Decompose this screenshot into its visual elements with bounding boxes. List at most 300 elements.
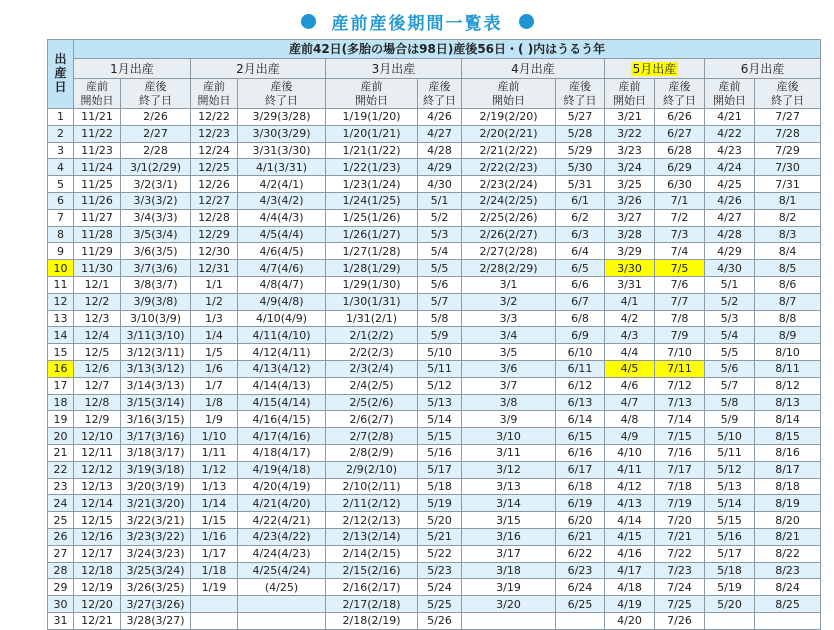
date-cell: 1/7 bbox=[191, 377, 238, 394]
date-cell: 6/17 bbox=[556, 461, 605, 478]
date-cell: 3/12 bbox=[462, 461, 556, 478]
bullet-dot-right-icon bbox=[519, 14, 534, 29]
date-cell: 5/13 bbox=[418, 394, 462, 411]
date-cell: 2/22(2/23) bbox=[462, 159, 556, 176]
date-cell: 7/19 bbox=[655, 495, 705, 512]
date-cell: 4/10(4/9) bbox=[238, 310, 326, 327]
date-cell: 12/16 bbox=[74, 528, 121, 545]
date-cell: 4/22 bbox=[705, 125, 755, 142]
date-cell: 3/28(3/27) bbox=[121, 612, 191, 629]
date-cell: 6/26 bbox=[655, 109, 705, 126]
date-cell: 3/15(3/14) bbox=[121, 394, 191, 411]
date-cell: 1/30(1/31) bbox=[326, 293, 418, 310]
date-cell: 1/22(1/23) bbox=[326, 159, 418, 176]
table-row bbox=[48, 209, 821, 226]
date-cell: 5/3 bbox=[418, 226, 462, 243]
birth-day-cell: 31 bbox=[48, 612, 74, 629]
date-cell: 3/25 bbox=[605, 176, 655, 193]
date-cell: 7/27 bbox=[755, 109, 821, 126]
date-cell: 11/21 bbox=[74, 109, 121, 126]
date-cell: 2/11(2/12) bbox=[326, 495, 418, 512]
date-cell: 12/10 bbox=[74, 428, 121, 445]
birth-day-cell: 15 bbox=[48, 344, 74, 361]
date-cell: 2/5(2/6) bbox=[326, 394, 418, 411]
date-cell: 5/17 bbox=[705, 545, 755, 562]
date-cell: 8/12 bbox=[755, 377, 821, 394]
date-cell: 4/23 bbox=[705, 142, 755, 159]
table-row bbox=[48, 276, 821, 293]
date-cell: 11/28 bbox=[74, 226, 121, 243]
date-cell: 3/5 bbox=[462, 344, 556, 361]
date-cell: 11/27 bbox=[74, 209, 121, 226]
date-cell: 11/29 bbox=[74, 243, 121, 260]
date-cell: 4/11(4/10) bbox=[238, 327, 326, 344]
date-cell: 5/11 bbox=[705, 444, 755, 461]
subheader-postnatal-end: 産後 終了日 bbox=[418, 79, 462, 109]
date-cell: 4/10 bbox=[605, 444, 655, 461]
date-cell: 5/16 bbox=[418, 444, 462, 461]
date-cell: 5/5 bbox=[705, 344, 755, 361]
birth-day-cell: 7 bbox=[48, 209, 74, 226]
date-cell: 3/25(3/24) bbox=[121, 562, 191, 579]
date-cell: 2/10(2/11) bbox=[326, 478, 418, 495]
date-cell: 4/18(4/17) bbox=[238, 444, 326, 461]
date-cell: 4/5 bbox=[605, 360, 655, 377]
date-cell: 12/13 bbox=[74, 478, 121, 495]
date-cell: 3/11 bbox=[462, 444, 556, 461]
date-cell: 1/11 bbox=[191, 444, 238, 461]
birth-day-cell: 16 bbox=[48, 360, 74, 377]
date-cell: 5/18 bbox=[418, 478, 462, 495]
date-cell: 5/8 bbox=[705, 394, 755, 411]
date-cell: 6/6 bbox=[556, 276, 605, 293]
birth-day-cell: 4 bbox=[48, 159, 74, 176]
date-cell: 3/16 bbox=[462, 528, 556, 545]
date-cell: 8/14 bbox=[755, 411, 821, 428]
date-cell: 2/1(2/2) bbox=[326, 327, 418, 344]
date-cell: 5/30 bbox=[556, 159, 605, 176]
birth-day-cell: 8 bbox=[48, 226, 74, 243]
date-cell: 4/27 bbox=[705, 209, 755, 226]
date-cell: 4/1 bbox=[605, 293, 655, 310]
date-cell bbox=[238, 596, 326, 613]
date-cell bbox=[755, 612, 821, 629]
date-cell: 5/29 bbox=[556, 142, 605, 159]
date-cell: 2/4(2/5) bbox=[326, 377, 418, 394]
date-cell: 4/27 bbox=[418, 125, 462, 142]
date-cell: 3/15 bbox=[462, 512, 556, 529]
date-cell: 7/24 bbox=[655, 579, 705, 596]
date-cell: 5/20 bbox=[705, 596, 755, 613]
date-cell: 11/22 bbox=[74, 125, 121, 142]
date-cell: 1/21(1/22) bbox=[326, 142, 418, 159]
date-cell: 3/17 bbox=[462, 545, 556, 562]
date-cell: 8/5 bbox=[755, 260, 821, 277]
birth-day-header bbox=[48, 40, 74, 109]
date-cell: 4/15 bbox=[605, 528, 655, 545]
date-cell: 4/6 bbox=[605, 377, 655, 394]
date-cell: 8/7 bbox=[755, 293, 821, 310]
month-header-label: 1月出産 bbox=[110, 61, 154, 76]
date-cell: 12/27 bbox=[191, 192, 238, 209]
date-cell: 2/8(2/9) bbox=[326, 444, 418, 461]
month-header bbox=[605, 59, 705, 79]
table-row bbox=[48, 579, 821, 596]
date-cell: 5/4 bbox=[418, 243, 462, 260]
date-cell: 12/30 bbox=[191, 243, 238, 260]
date-cell: 2/19(2/20) bbox=[462, 109, 556, 126]
date-cell: 7/22 bbox=[655, 545, 705, 562]
date-cell: 5/9 bbox=[418, 327, 462, 344]
date-cell: 6/13 bbox=[556, 394, 605, 411]
date-cell: 4/4(4/3) bbox=[238, 209, 326, 226]
date-cell: 6/1 bbox=[556, 192, 605, 209]
date-cell: 6/9 bbox=[556, 327, 605, 344]
date-cell: 1/15 bbox=[191, 512, 238, 529]
title-bar bbox=[0, 8, 834, 34]
date-cell: 7/14 bbox=[655, 411, 705, 428]
date-cell: 5/22 bbox=[418, 545, 462, 562]
date-cell: 6/22 bbox=[556, 545, 605, 562]
month-header-label: 5月出産 bbox=[632, 61, 677, 76]
table-row bbox=[48, 109, 821, 126]
date-cell: 2/27 bbox=[121, 125, 191, 142]
date-cell: 7/11 bbox=[655, 360, 705, 377]
date-cell: 7/20 bbox=[655, 512, 705, 529]
date-cell: 4/2 bbox=[605, 310, 655, 327]
date-cell: 12/4 bbox=[74, 327, 121, 344]
date-cell: 1/16 bbox=[191, 528, 238, 545]
date-cell: 3/30 bbox=[605, 260, 655, 277]
date-cell: 5/6 bbox=[705, 360, 755, 377]
table-row bbox=[48, 411, 821, 428]
subheader-postnatal-end: 産後 終了日 bbox=[655, 79, 705, 109]
date-cell: 12/6 bbox=[74, 360, 121, 377]
date-cell bbox=[462, 612, 556, 629]
date-cell: 4/3 bbox=[605, 327, 655, 344]
date-cell: 5/7 bbox=[705, 377, 755, 394]
table-row bbox=[48, 192, 821, 209]
date-cell: 4/14 bbox=[605, 512, 655, 529]
date-cell: 7/23 bbox=[655, 562, 705, 579]
table-row bbox=[48, 176, 821, 193]
date-cell: 3/27(3/26) bbox=[121, 596, 191, 613]
date-cell: 8/11 bbox=[755, 360, 821, 377]
date-cell: 2/18(2/19) bbox=[326, 612, 418, 629]
date-cell: 8/17 bbox=[755, 461, 821, 478]
birth-day-cell: 1 bbox=[48, 109, 74, 126]
date-cell: 1/23(1/24) bbox=[326, 176, 418, 193]
date-cell: 3/26 bbox=[605, 192, 655, 209]
table-row bbox=[48, 344, 821, 361]
birth-day-cell: 10 bbox=[48, 260, 74, 277]
date-cell: 1/20(1/21) bbox=[326, 125, 418, 142]
subheader-prenatal-start: 産前 開始日 bbox=[74, 79, 121, 109]
date-cell: 5/1 bbox=[705, 276, 755, 293]
date-cell: 1/13 bbox=[191, 478, 238, 495]
date-cell: 6/4 bbox=[556, 243, 605, 260]
birth-day-cell: 17 bbox=[48, 377, 74, 394]
date-cell bbox=[238, 612, 326, 629]
date-cell: 2/28 bbox=[121, 142, 191, 159]
date-cell: 4/5(4/4) bbox=[238, 226, 326, 243]
date-cell: 3/30(3/29) bbox=[238, 125, 326, 142]
date-cell: 8/21 bbox=[755, 528, 821, 545]
date-cell: 5/13 bbox=[705, 478, 755, 495]
table-row bbox=[48, 512, 821, 529]
date-cell: 3/11(3/10) bbox=[121, 327, 191, 344]
date-cell: 7/1 bbox=[655, 192, 705, 209]
date-cell: 1/27(1/28) bbox=[326, 243, 418, 260]
date-cell: 8/3 bbox=[755, 226, 821, 243]
date-cell: 12/29 bbox=[191, 226, 238, 243]
date-cell: 4/22(4/21) bbox=[238, 512, 326, 529]
date-cell: 4/17 bbox=[605, 562, 655, 579]
table-row bbox=[48, 612, 821, 629]
date-cell: 5/21 bbox=[418, 528, 462, 545]
month-header-label: 6月出産 bbox=[740, 61, 785, 76]
date-cell: 12/21 bbox=[74, 612, 121, 629]
date-cell: 12/25 bbox=[191, 159, 238, 176]
date-cell: 5/26 bbox=[418, 612, 462, 629]
date-cell: 3/1(2/29) bbox=[121, 159, 191, 176]
date-cell: 6/10 bbox=[556, 344, 605, 361]
date-cell: 8/20 bbox=[755, 512, 821, 529]
date-cell: 5/15 bbox=[418, 428, 462, 445]
date-cell: 1/5 bbox=[191, 344, 238, 361]
date-cell: 3/21 bbox=[605, 109, 655, 126]
date-cell: 4/17(4/16) bbox=[238, 428, 326, 445]
month-header-label: 4月出産 bbox=[511, 61, 555, 76]
date-cell: 2/6(2/7) bbox=[326, 411, 418, 428]
date-cell: 4/13 bbox=[605, 495, 655, 512]
table-row bbox=[48, 260, 821, 277]
date-cell: 3/18 bbox=[462, 562, 556, 579]
birth-day-cell: 21 bbox=[48, 444, 74, 461]
birth-day-cell: 25 bbox=[48, 512, 74, 529]
date-cell: 4/28 bbox=[418, 142, 462, 159]
date-cell: 5/18 bbox=[705, 562, 755, 579]
date-cell: (4/25) bbox=[238, 579, 326, 596]
date-cell: 6/30 bbox=[655, 176, 705, 193]
birth-day-cell: 2 bbox=[48, 125, 74, 142]
date-cell: 4/13(4/12) bbox=[238, 360, 326, 377]
date-cell: 12/23 bbox=[191, 125, 238, 142]
date-cell: 6/24 bbox=[556, 579, 605, 596]
date-cell: 7/2 bbox=[655, 209, 705, 226]
date-cell: 2/7(2/8) bbox=[326, 428, 418, 445]
birth-day-header-label: 出 産 日 bbox=[54, 52, 67, 94]
date-cell: 5/17 bbox=[418, 461, 462, 478]
date-cell: 4/12 bbox=[605, 478, 655, 495]
date-cell: 1/18 bbox=[191, 562, 238, 579]
date-cell: 5/7 bbox=[418, 293, 462, 310]
date-cell: 6/21 bbox=[556, 528, 605, 545]
date-cell: 4/25(4/24) bbox=[238, 562, 326, 579]
date-cell: 5/8 bbox=[418, 310, 462, 327]
month-header bbox=[705, 59, 821, 79]
date-cell: 3/2 bbox=[462, 293, 556, 310]
date-cell: 11/25 bbox=[74, 176, 121, 193]
table-row bbox=[48, 444, 821, 461]
date-cell: 2/17(2/18) bbox=[326, 596, 418, 613]
date-cell: 11/26 bbox=[74, 192, 121, 209]
date-cell: 7/5 bbox=[655, 260, 705, 277]
date-cell: 4/24 bbox=[705, 159, 755, 176]
table-row bbox=[48, 528, 821, 545]
date-cell: 1/19 bbox=[191, 579, 238, 596]
date-cell: 7/16 bbox=[655, 444, 705, 461]
subheader-prenatal-start: 産前 開始日 bbox=[462, 79, 556, 109]
date-cell: 5/4 bbox=[705, 327, 755, 344]
date-cell: 4/29 bbox=[418, 159, 462, 176]
date-cell: 8/22 bbox=[755, 545, 821, 562]
date-cell: 1/24(1/25) bbox=[326, 192, 418, 209]
date-cell: 5/12 bbox=[418, 377, 462, 394]
date-cell: 12/28 bbox=[191, 209, 238, 226]
date-cell: 12/5 bbox=[74, 344, 121, 361]
date-cell: 7/7 bbox=[655, 293, 705, 310]
date-cell: 5/14 bbox=[705, 495, 755, 512]
date-cell: 1/8 bbox=[191, 394, 238, 411]
birth-day-cell: 23 bbox=[48, 478, 74, 495]
date-cell bbox=[705, 612, 755, 629]
date-cell: 7/18 bbox=[655, 478, 705, 495]
date-cell: 3/20 bbox=[462, 596, 556, 613]
date-cell: 5/16 bbox=[705, 528, 755, 545]
date-cell: 8/16 bbox=[755, 444, 821, 461]
date-cell: 2/25(2/26) bbox=[462, 209, 556, 226]
date-cell: 6/20 bbox=[556, 512, 605, 529]
date-cell: 8/2 bbox=[755, 209, 821, 226]
date-cell: 11/23 bbox=[74, 142, 121, 159]
table-row bbox=[48, 461, 821, 478]
birth-day-cell: 12 bbox=[48, 293, 74, 310]
date-cell: 1/6 bbox=[191, 360, 238, 377]
birth-day-cell: 22 bbox=[48, 461, 74, 478]
date-cell: 4/9 bbox=[605, 428, 655, 445]
month-header bbox=[326, 59, 462, 79]
date-cell: 6/5 bbox=[556, 260, 605, 277]
date-cell: 2/14(2/15) bbox=[326, 545, 418, 562]
date-cell: 5/3 bbox=[705, 310, 755, 327]
birth-day-cell: 20 bbox=[48, 428, 74, 445]
date-cell: 4/24(4/23) bbox=[238, 545, 326, 562]
table-row bbox=[48, 327, 821, 344]
birth-day-cell: 13 bbox=[48, 310, 74, 327]
childbirth-leave-table bbox=[47, 39, 821, 630]
date-cell: 4/16(4/15) bbox=[238, 411, 326, 428]
date-cell: 12/3 bbox=[74, 310, 121, 327]
date-cell: 3/29(3/28) bbox=[238, 109, 326, 126]
date-cell: 7/30 bbox=[755, 159, 821, 176]
date-cell: 6/3 bbox=[556, 226, 605, 243]
date-cell: 6/29 bbox=[655, 159, 705, 176]
date-cell: 3/19 bbox=[462, 579, 556, 596]
date-cell: 3/12(3/11) bbox=[121, 344, 191, 361]
date-cell: 3/6 bbox=[462, 360, 556, 377]
date-cell: 6/14 bbox=[556, 411, 605, 428]
month-header-label: 3月出産 bbox=[371, 61, 416, 76]
date-cell: 1/4 bbox=[191, 327, 238, 344]
date-cell: 5/14 bbox=[418, 411, 462, 428]
table-row bbox=[48, 310, 821, 327]
date-cell: 1/14 bbox=[191, 495, 238, 512]
date-cell: 2/20(2/21) bbox=[462, 125, 556, 142]
date-cell: 4/18 bbox=[605, 579, 655, 596]
date-cell: 4/26 bbox=[418, 109, 462, 126]
date-cell: 5/25 bbox=[418, 596, 462, 613]
date-cell: 4/3(4/2) bbox=[238, 192, 326, 209]
table-row bbox=[48, 159, 821, 176]
date-cell: 11/24 bbox=[74, 159, 121, 176]
date-cell: 12/18 bbox=[74, 562, 121, 579]
date-cell: 4/21(4/20) bbox=[238, 495, 326, 512]
date-cell: 3/22 bbox=[605, 125, 655, 142]
date-cell: 4/8(4/7) bbox=[238, 276, 326, 293]
date-cell: 6/23 bbox=[556, 562, 605, 579]
date-cell: 7/8 bbox=[655, 310, 705, 327]
date-cell: 4/8 bbox=[605, 411, 655, 428]
birth-day-cell: 14 bbox=[48, 327, 74, 344]
date-cell: 8/19 bbox=[755, 495, 821, 512]
date-cell: 3/26(3/25) bbox=[121, 579, 191, 596]
subheader-prenatal-start: 産前 開始日 bbox=[191, 79, 238, 109]
date-cell: 12/22 bbox=[191, 109, 238, 126]
date-cell: 7/9 bbox=[655, 327, 705, 344]
date-cell: 7/3 bbox=[655, 226, 705, 243]
date-cell: 3/21(3/20) bbox=[121, 495, 191, 512]
date-cell: 4/16 bbox=[605, 545, 655, 562]
date-cell: 3/23(3/22) bbox=[121, 528, 191, 545]
subheader-prenatal-start: 産前 開始日 bbox=[326, 79, 418, 109]
table-row bbox=[48, 596, 821, 613]
date-cell: 8/8 bbox=[755, 310, 821, 327]
date-cell: 4/30 bbox=[705, 260, 755, 277]
date-cell: 5/5 bbox=[418, 260, 462, 277]
date-cell: 7/31 bbox=[755, 176, 821, 193]
date-cell: 6/7 bbox=[556, 293, 605, 310]
date-cell: 4/26 bbox=[705, 192, 755, 209]
date-cell: 12/24 bbox=[191, 142, 238, 159]
date-cell: 3/18(3/17) bbox=[121, 444, 191, 461]
date-cell: 1/12 bbox=[191, 461, 238, 478]
date-cell: 8/23 bbox=[755, 562, 821, 579]
date-cell: 7/26 bbox=[655, 612, 705, 629]
date-cell: 8/15 bbox=[755, 428, 821, 445]
date-cell: 2/24(2/25) bbox=[462, 192, 556, 209]
date-cell bbox=[191, 596, 238, 613]
date-cell: 4/20(4/19) bbox=[238, 478, 326, 495]
date-cell: 5/10 bbox=[418, 344, 462, 361]
date-cell: 5/12 bbox=[705, 461, 755, 478]
month-header bbox=[462, 59, 605, 79]
subheader-prenatal-start: 産前 開始日 bbox=[605, 79, 655, 109]
date-cell: 8/6 bbox=[755, 276, 821, 293]
birth-day-cell: 6 bbox=[48, 192, 74, 209]
table-row bbox=[48, 377, 821, 394]
page-title: 産前産後期間一覧表 bbox=[331, 13, 503, 34]
date-cell: 4/19 bbox=[605, 596, 655, 613]
date-cell: 3/4(3/3) bbox=[121, 209, 191, 226]
date-cell: 4/6(4/5) bbox=[238, 243, 326, 260]
date-cell: 12/12 bbox=[74, 461, 121, 478]
date-cell: 6/16 bbox=[556, 444, 605, 461]
birth-day-cell: 29 bbox=[48, 579, 74, 596]
date-cell: 2/13(2/14) bbox=[326, 528, 418, 545]
date-cell: 3/9(3/8) bbox=[121, 293, 191, 310]
date-cell: 4/11 bbox=[605, 461, 655, 478]
